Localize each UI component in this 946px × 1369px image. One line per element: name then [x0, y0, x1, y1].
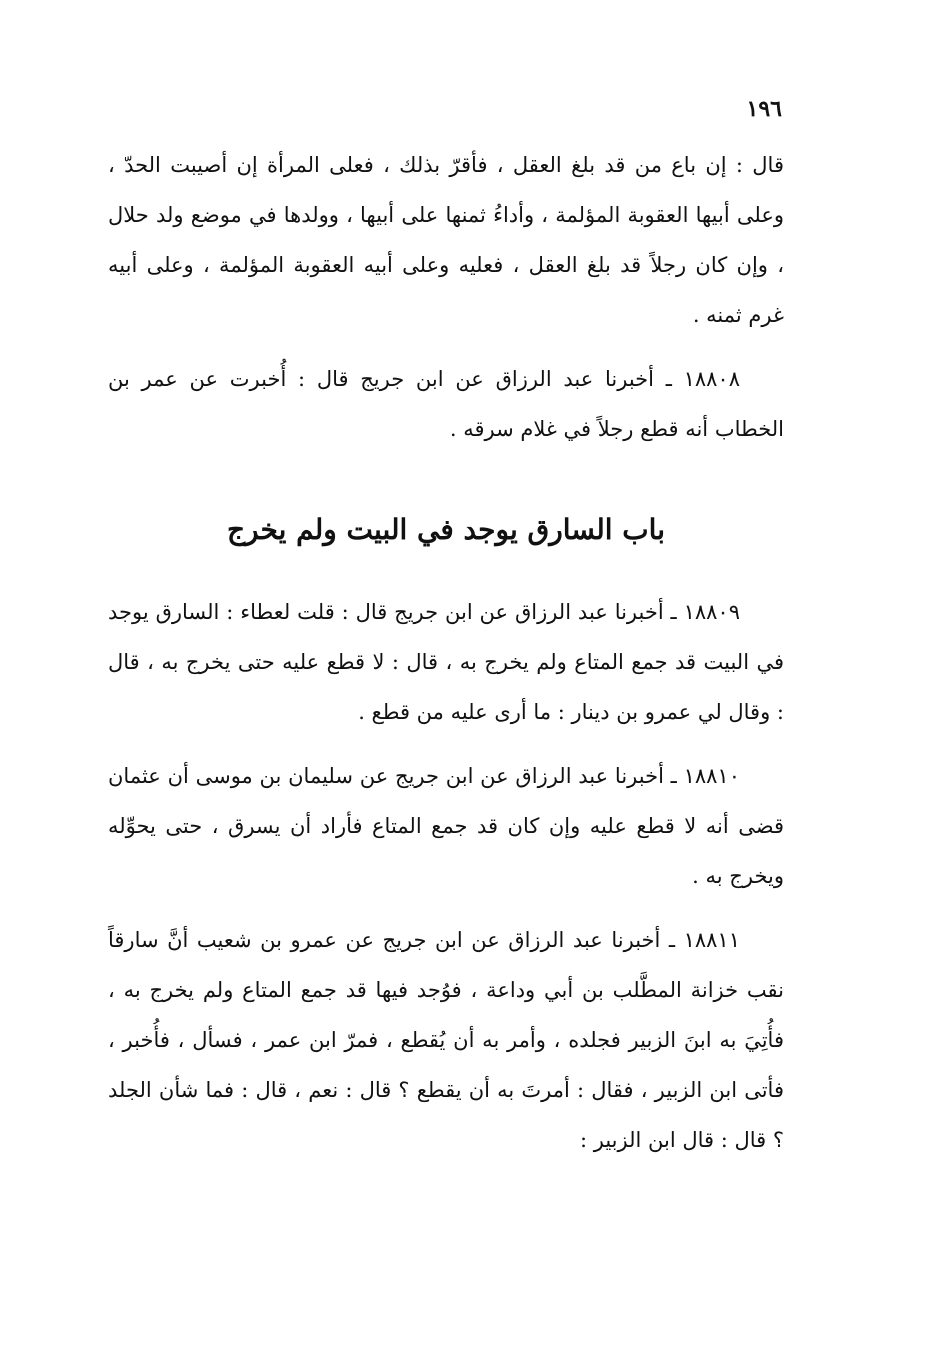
book-page: [108, 96, 784, 1165]
hadith-18811: ١٨٨١١ ـ أخبرنا عبد الرزاق عن ابن جريج عن عمرو بن شعيب أنَّ سارقاً نقب خزانة المطَّلب بن أبي وداعة ، فوُجد فيها قد جمع المتاع ولم يخرج به ، فأُتِيَ به ابنَ الزبير فجلده ، وأمر به أن يُقطع ، فمرّ ابن عمر ، فسأل ، فأُخبر ، فأتى ابن الزبير ، فقال : أمرتَ به أن يقطع ؟ قال : نعم ، قال : فما شأن الجلد ؟ قال : قال ابن الزبير :: [108, 927, 784, 1152]
hadith-18809: ١٨٨٠٩ ـ أخبرنا عبد الرزاق عن ابن جريج قال : قلت لعطاء : السارق يوجد في البيت قد جمع المتاع ولم يخرج به ، قال : لا قطع عليه حتى يخرج به ، قال : وقال لي عمرو بن دينار : ما أرى عليه من قطع .: [108, 599, 784, 724]
hadith-18808: ١٨٨٠٨ ـ أخبرنا عبد الرزاق عن ابن جريج قال : أُخبرت عن عمر بن الخطاب أنه قطع رجلاً في غلام سرقه .: [108, 367, 784, 442]
page-number: ١٩٦: [746, 96, 782, 122]
chapter-title: باب السارق يوجد في البيت ولم يخرج: [226, 513, 665, 547]
hadith-18810: ١٨٨١٠ ـ أخبرنا عبد الرزاق عن ابن جريج عن سليمان بن موسى أن عثمان قضى أنه لا قطع عليه وإن كان قد جمع المتاع فأراد أن يسرق ، حتى يحوِّله ويخرج به .: [108, 763, 784, 888]
paragraph-continuation: قال : إن باع من قد بلغ العقل ، فأقرّ بذلك ، فعلى المرأة إن أصيبت الحدّ ، وعلى أبيها العقوبة المؤلمة ، وأداءُ ثمنها على أبيها ، وولدها في موضع ولد حلال ، وإن كان رجلاً قد بلغ العقل ، فعليه وعلى أبيه العقوبة المؤلمة ، وعلى أبيه غرم ثمنه .: [108, 153, 784, 328]
